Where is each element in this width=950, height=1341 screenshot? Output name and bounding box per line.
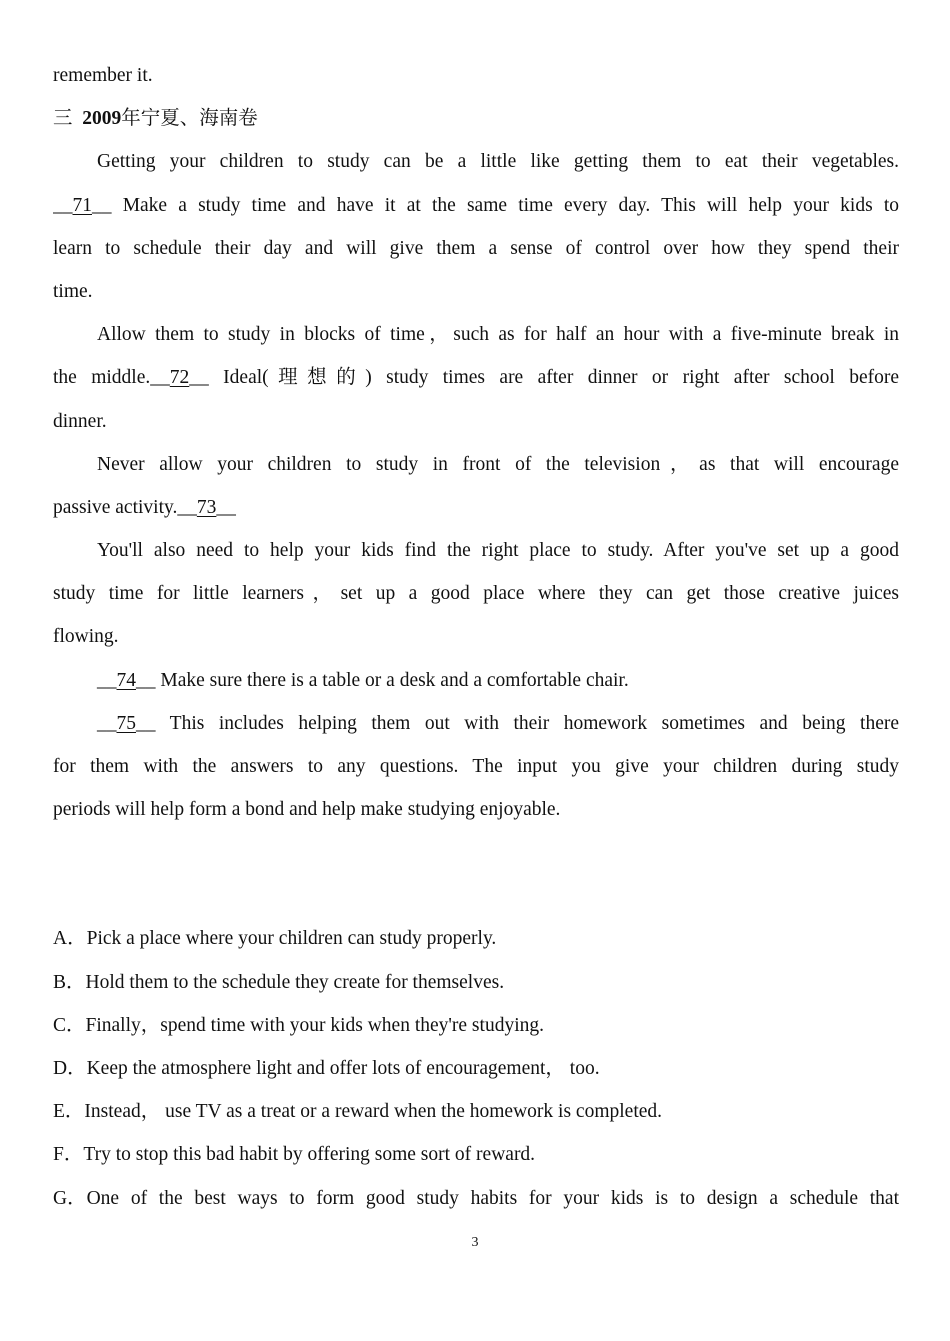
blank-71[interactable]: __71__ <box>53 194 112 216</box>
blank-74[interactable]: __74__ <box>97 669 156 691</box>
option-letter: G． <box>53 1187 87 1209</box>
section-year: 2009 <box>82 108 122 130</box>
passage-line: __74__ Make sure there is a table or a desk and a comfortable chair. <box>97 669 629 691</box>
blank-72[interactable]: __72__ <box>150 367 209 389</box>
passage-line: learn to schedule their day and will give them a sense of control over how they spend their <box>53 237 899 259</box>
option-text: Hold them to the schedule they create for themselves. <box>85 971 505 993</box>
option-text: Pick a place where your children can study properly. <box>86 928 497 950</box>
passage-line: flowing. <box>53 626 119 648</box>
option-letter: D． <box>53 1057 87 1079</box>
passage-line: dinner. <box>53 410 107 432</box>
passage-line: study time for little learners，set up a good place where they can get those creative juices <box>53 583 899 605</box>
option-letter: A． <box>53 928 87 950</box>
option-text: Try to stop this bad habit by offering some sort of reward. <box>83 1144 536 1166</box>
option-letter: E． <box>53 1101 85 1123</box>
option-b[interactable] <box>53 961 899 1004</box>
passage-line: time. <box>53 280 93 302</box>
option-d[interactable] <box>53 1047 899 1090</box>
passage-line: periods will help form a bond and help make studying enjoyable. <box>53 799 561 821</box>
option-text: One of the best ways to form good study habits for your kids is to design a schedule that <box>86 1187 899 1209</box>
spacer <box>53 831 899 917</box>
passage-line: You'll also need to help your kids find the right place to study. After you've set up a good <box>97 540 899 562</box>
section-heading <box>53 97 899 140</box>
option-text: Keep the atmosphere light and offer lots of encouragement， too. <box>86 1057 600 1079</box>
section-number: 三 <box>53 108 73 130</box>
page-number: 3 <box>471 1235 479 1250</box>
passage-line: Allow them to study in blocks of time，such as for half an hour with a five-minute break in <box>97 324 899 346</box>
passage-line: __71__ Make a study time and have it at the same time every day. This will help your kids to <box>53 194 899 216</box>
option-e[interactable] <box>53 1090 899 1133</box>
blank-75[interactable]: __75__ <box>97 712 156 734</box>
option-text: Finally，spend time with your kids when they're studying. <box>85 1014 544 1036</box>
passage-line: for them with the answers to any questions. The input you give your children during study <box>53 756 899 777</box>
passage-line: __75__ This includes helping them out with their homework sometimes and being there <box>97 712 899 734</box>
option-letter: F． <box>53 1144 84 1166</box>
passage-line: passive activity.__73__ <box>53 496 236 518</box>
option-f[interactable] <box>53 1133 899 1176</box>
blank-73[interactable]: __73__ <box>177 496 236 518</box>
option-a[interactable] <box>53 917 899 960</box>
passage-line: Never allow your children to study in front of the television，as that will encourage <box>97 453 899 475</box>
option-letter: B． <box>53 971 86 993</box>
option-text: Instead， use TV as a treat or a reward when the homework is completed. <box>84 1101 663 1123</box>
option-g[interactable] <box>53 1177 899 1220</box>
passage-line: Getting your children to study can be a little like getting them to eat their vegetables. <box>97 151 899 173</box>
option-c[interactable] <box>53 1004 899 1047</box>
document-page <box>53 54 899 1220</box>
continued-text: remember it. <box>53 65 153 86</box>
passage-line: the middle.__72__ Ideal(理想的) study times are after dinner or right after school before <box>53 367 899 389</box>
option-letter: C． <box>53 1014 86 1036</box>
section-title: 年宁夏、海南卷 <box>121 108 258 130</box>
